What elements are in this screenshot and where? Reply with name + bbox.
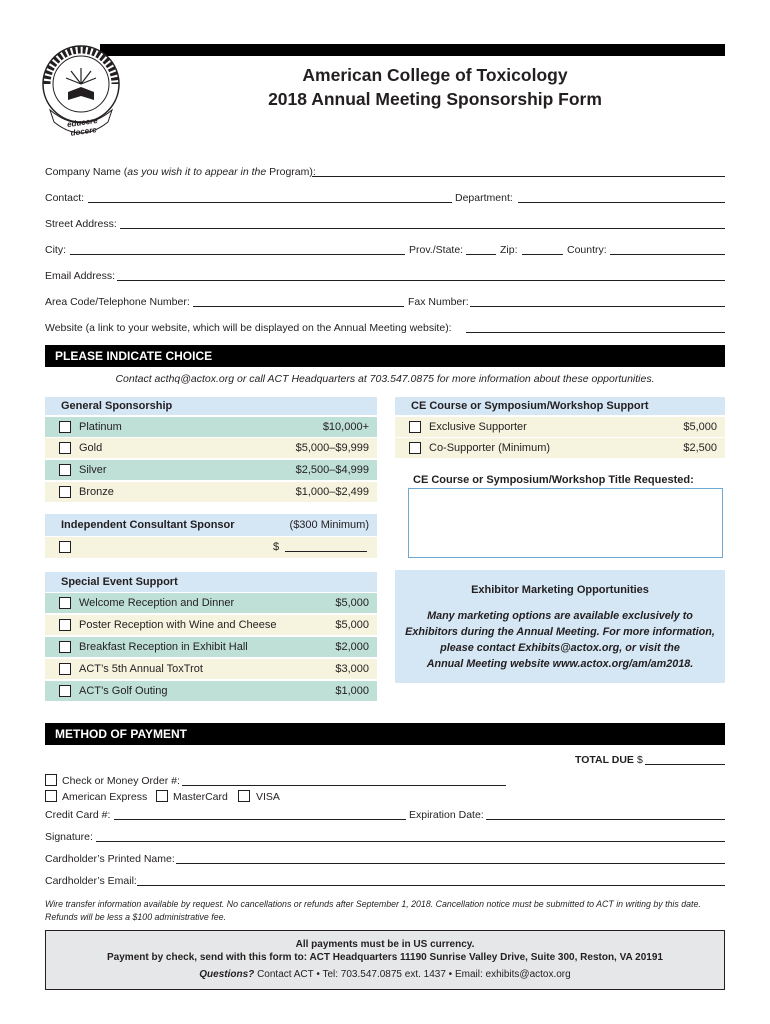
total-due-label: TOTAL DUE (575, 754, 634, 766)
ce-item-co-supporter[interactable] (395, 438, 725, 458)
item-name: Platinum (79, 421, 122, 433)
item-price: $10,000+ (322, 421, 369, 433)
title-line-1: American College of Toxicology (302, 65, 568, 85)
item-name: Poster Reception with Wine and Cheese (79, 619, 277, 631)
expiration-date-field[interactable] (486, 809, 725, 820)
item-price: $2,500–$4,999 (295, 464, 369, 476)
special-item-poster[interactable] (45, 615, 377, 635)
choice-section-heading: PLEASE INDICATE CHOICE (45, 345, 725, 367)
email-field[interactable] (117, 270, 725, 281)
telephone-label: Area Code/Telephone Number: (45, 296, 190, 308)
american-express-checkbox[interactable] (45, 790, 57, 802)
american-express-label: American Express (62, 791, 148, 803)
visa-checkbox[interactable] (238, 790, 250, 802)
refund-note-line-2: Refunds will be less a $100 administrative fee. (45, 912, 226, 922)
ce-support-heading: CE Course or Symposium/Workshop Support (395, 397, 725, 415)
exhibitor-line-2: Exhibitors during the Annual Meeting. For more information, (405, 626, 715, 638)
contact-field[interactable] (88, 192, 452, 203)
item-price: $5,000 (335, 597, 369, 609)
consultant-amount-field[interactable] (285, 541, 367, 552)
consultant-minimum: ($300 Minimum) (289, 519, 369, 531)
general-item-platinum[interactable] (45, 417, 377, 437)
item-price: $1,000 (335, 685, 369, 697)
prov-state-field[interactable] (466, 244, 496, 255)
item-name: ACT’s 5th Annual ToxTrot (79, 663, 203, 675)
item-name: Gold (79, 442, 103, 454)
payment-info-box (45, 930, 725, 990)
cardholder-email-field[interactable] (137, 875, 725, 886)
total-due-dollar: $ (637, 754, 643, 766)
item-price: $2,500 (683, 442, 717, 454)
cardholder-email-label: Cardholder’s Email: (45, 875, 137, 887)
ce-title-requested-label: CE Course or Symposium/Workshop Title Requested: (413, 474, 694, 486)
company-name-label: Company Name (as you wish it to appear in the Program): (45, 166, 316, 178)
telephone-field[interactable] (193, 296, 404, 307)
zip-field[interactable] (522, 244, 563, 255)
checkbox[interactable] (59, 597, 71, 609)
check-money-order-label: Check or Money Order #: (62, 775, 180, 787)
city-field[interactable] (70, 244, 405, 255)
item-price: $2,000 (335, 641, 369, 653)
country-field[interactable] (610, 244, 725, 255)
exhibitor-line-1: Many marketing options are available exclusively to (427, 610, 693, 622)
street-address-label: Street Address: (45, 218, 117, 230)
item-price: $1,000–$2,499 (295, 486, 369, 498)
header-bar (100, 44, 725, 56)
consultant-dollar-sign: $ (273, 541, 280, 553)
ce-title-requested-field[interactable] (408, 488, 723, 558)
zip-label: Zip: (500, 244, 518, 256)
special-item-breakfast[interactable] (45, 637, 377, 657)
signature-label: Signature: (45, 831, 93, 843)
item-price: $3,000 (335, 663, 369, 675)
payment-section-heading: METHOD OF PAYMENT (45, 723, 725, 745)
title-line-2: 2018 Annual Meeting Sponsorship Form (268, 89, 602, 109)
website-field[interactable] (466, 322, 725, 333)
special-item-golf[interactable] (45, 681, 377, 701)
item-name: Exclusive Supporter (429, 421, 527, 433)
item-name: Silver (79, 464, 107, 476)
checkbox[interactable] (59, 442, 71, 454)
ce-item-exclusive[interactable] (395, 417, 725, 437)
street-address-field[interactable] (120, 218, 725, 229)
printed-name-field[interactable] (176, 853, 725, 864)
checkbox[interactable] (59, 486, 71, 498)
questions-contact: Questions? Contact ACT • Tel: 703.547.0875 ext. 1437 • Email: exhibits@actox.org (199, 969, 571, 980)
item-name: Welcome Reception and Dinner (79, 597, 235, 609)
item-name: Bronze (79, 486, 114, 498)
company-name-field[interactable] (312, 166, 725, 177)
consultant-row[interactable] (45, 537, 377, 558)
currency-note: All payments must be in US currency. (295, 939, 475, 950)
item-name: ACT’s Golf Outing (79, 685, 168, 697)
item-name: Co-Supporter (Minimum) (429, 442, 551, 454)
mastercard-label: MasterCard (173, 791, 228, 803)
expiration-date-label: Expiration Date: (409, 809, 484, 821)
country-label: Country: (567, 244, 607, 256)
special-item-welcome[interactable] (45, 593, 377, 613)
exhibitor-line-4: Annual Meeting website www.actox.org/am/am2018. (426, 658, 694, 670)
fax-field[interactable] (470, 296, 725, 307)
contact-label: Contact: (45, 192, 85, 204)
checkbox[interactable] (59, 619, 71, 631)
refund-note-line-1: Wire transfer information available by request. No cancellations or refunds after September 1, 2018. Cancellation notice must be submitted to ACT in writing by this date. (45, 899, 701, 909)
choice-contact-note: Contact acthq@actox.org or call ACT Headquarters at 703.547.0875 for more information about these opportunities. (115, 373, 655, 385)
website-label: Website (a link to your website, which will be displayed on the Annual Meeting website): (45, 322, 452, 334)
signature-field[interactable] (96, 831, 725, 842)
email-label: Email Address: (45, 270, 116, 282)
page-title (150, 63, 720, 111)
item-name: Breakfast Reception in Exhibit Hall (79, 641, 248, 653)
department-label: Department: (455, 192, 513, 204)
prov-state-label: Prov./State: (409, 244, 464, 256)
check-number-field[interactable] (182, 775, 506, 786)
mailing-address: Payment by check, send with this form to: ACT Headquarters 11190 Sunrise Valley Drive, Suite 300, Reston, VA 20191 (107, 952, 663, 963)
checkbox[interactable] (409, 421, 421, 433)
logo-motto: educere docere (66, 115, 99, 138)
mastercard-checkbox[interactable] (156, 790, 168, 802)
item-price: $5,000–$9,999 (295, 442, 369, 454)
general-item-bronze[interactable] (45, 482, 377, 502)
item-price: $5,000 (335, 619, 369, 631)
checkbox[interactable] (409, 442, 421, 454)
general-sponsorship-heading: General Sponsorship (45, 397, 377, 415)
exhibitor-heading: Exhibitor Marketing Opportunities (471, 584, 649, 596)
refund-policy-note (45, 898, 735, 924)
checkbox[interactable] (59, 641, 71, 653)
special-event-heading: Special Event Support (45, 572, 377, 592)
checkbox[interactable] (59, 541, 71, 553)
exhibitor-line-3: please contact Exhibits@actox.org, or visit the (440, 642, 680, 654)
checkbox[interactable] (59, 685, 71, 697)
checkbox[interactable] (59, 663, 71, 675)
item-price: $5,000 (683, 421, 717, 433)
printed-name-label: Cardholder’s Printed Name: (45, 853, 175, 865)
fax-label: Fax Number: (408, 296, 469, 308)
city-label: City: (45, 244, 66, 256)
general-item-silver[interactable] (45, 460, 377, 480)
exhibitor-body (395, 608, 725, 672)
exhibitor-marketing-box (395, 570, 725, 683)
department-field[interactable] (518, 192, 725, 203)
checkbox[interactable] (59, 464, 71, 476)
consultant-heading (45, 514, 377, 536)
consultant-heading-text: Independent Consultant Sponsor (61, 519, 235, 531)
general-item-gold[interactable] (45, 438, 377, 458)
check-money-order-checkbox[interactable] (45, 774, 57, 786)
checkbox[interactable] (59, 421, 71, 433)
special-item-toxtrot[interactable] (45, 659, 377, 679)
total-due-field[interactable] (645, 754, 725, 765)
credit-card-field[interactable] (114, 809, 406, 820)
credit-card-label: Credit Card #: (45, 809, 111, 821)
visa-label: VISA (256, 791, 280, 803)
